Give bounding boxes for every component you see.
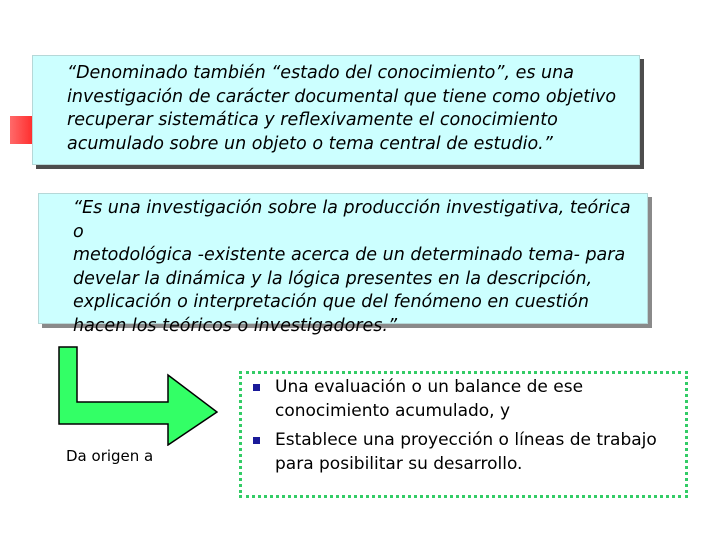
- quote-line: explicación o interpretación que del fenómeno en cuestión: [73, 292, 589, 312]
- list-item-line: Establece una proyección o líneas de trabajo: [275, 430, 657, 450]
- definition-quote-box-1: [32, 55, 640, 165]
- bullet-square-icon: [253, 437, 260, 444]
- quote-line: develar la dinámica y la lógica presentes en la descripción,: [73, 268, 593, 289]
- bullet-square-icon: [253, 384, 260, 391]
- list-item-line: Una evaluación o un balance de ese: [275, 377, 584, 397]
- quote-line: metodológica -existente acerca de un determinado tema- para: [73, 245, 626, 265]
- quote-line: investigación de carácter documental que tiene como objetivo: [67, 86, 617, 107]
- quote-line: recuperar sistemática y reflexivamente el conocimiento: [67, 110, 558, 130]
- definition-quote-box-2: [38, 193, 648, 336]
- list-item-line: para posibilitar su desarrollo.: [275, 454, 523, 474]
- quote-line: “Denominado también “estado del conocimiento”, es una: [67, 63, 574, 83]
- red-accent-decoration: [10, 116, 34, 144]
- list-item-line: conocimiento acumulado, y: [275, 401, 511, 421]
- quote-line: “Es una investigación sobre la producción investigativa, teórica o: [73, 198, 631, 242]
- quote-line: acumulado sobre un objeto o tema central de estudio.”: [67, 133, 553, 154]
- quote-line: hacen los teóricos o investigadores.”: [73, 315, 398, 336]
- arrow-label: Da origen a: [66, 447, 154, 465]
- bent-arrow-icon: [58, 346, 218, 446]
